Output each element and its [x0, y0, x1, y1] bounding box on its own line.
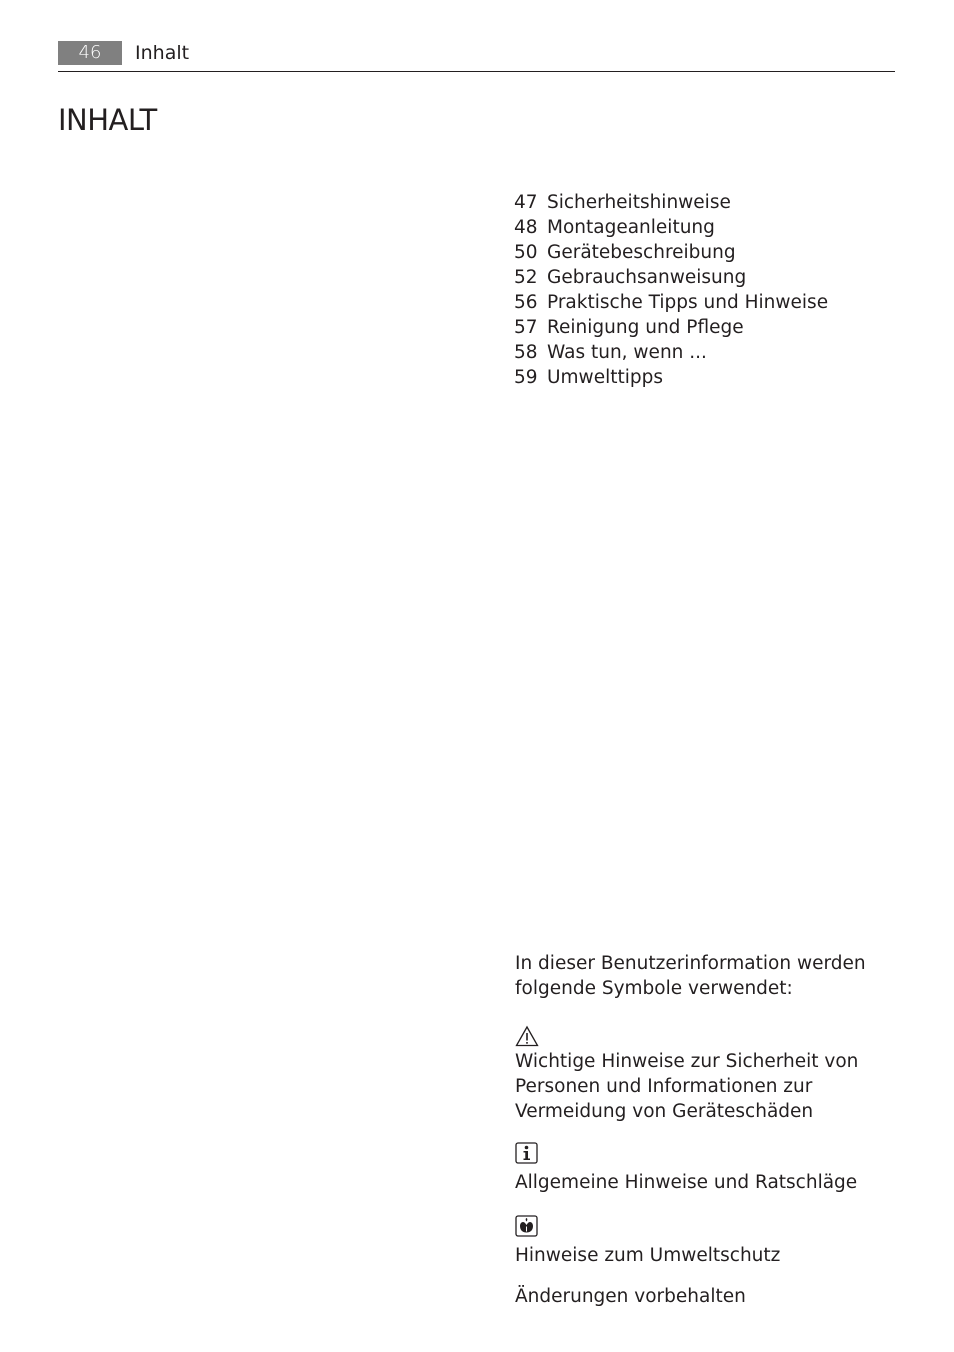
toc-page-number: 56 — [514, 292, 538, 313]
table-of-contents — [514, 190, 828, 390]
symbol-warning — [515, 1025, 875, 1047]
info-icon — [515, 1142, 539, 1164]
page-title: INHALT — [58, 103, 157, 137]
toc-page-number: 48 — [514, 217, 538, 238]
toc-page-number: 47 — [514, 192, 538, 213]
toc-label: Gerätebeschreibung — [547, 242, 736, 263]
legend-intro: In dieser Benutzerinformation werden folgende Symbole verwendet: — [515, 953, 866, 999]
symbol-info — [515, 1142, 875, 1164]
toc-page-number: 57 — [514, 317, 538, 338]
toc-item[interactable] — [514, 215, 828, 240]
toc-item[interactable] — [514, 240, 828, 265]
toc-page-number: 59 — [514, 367, 538, 388]
toc-label: Umwelttipps — [547, 367, 663, 388]
toc-item[interactable] — [514, 290, 828, 315]
toc-label: Praktische Tipps und Hinweise — [547, 292, 829, 313]
header-section-title: Inhalt — [135, 42, 190, 64]
toc-item[interactable] — [514, 340, 828, 365]
info-symbol-description: Allgemeine Hinweise und Ratschläge — [515, 1172, 858, 1193]
page-number: 46 — [58, 41, 122, 65]
toc-item[interactable] — [514, 365, 828, 390]
environment-icon — [515, 1215, 539, 1237]
toc-page-number: 52 — [514, 267, 538, 288]
toc-label: Gebrauchsanweisung — [547, 267, 747, 288]
environment-symbol-description: Hinweise zum Umweltschutz — [515, 1245, 781, 1266]
toc-item[interactable] — [514, 315, 828, 340]
toc-item[interactable] — [514, 190, 828, 215]
toc-item[interactable] — [514, 265, 828, 290]
warning-triangle-icon — [515, 1025, 539, 1047]
toc-label: Was tun, wenn ... — [547, 342, 707, 363]
symbol-environment — [515, 1215, 875, 1237]
toc-label: Sicherheitshinweise — [547, 192, 731, 213]
changes-reserved-note: Änderungen vorbehalten — [515, 1286, 746, 1307]
warning-symbol-description: Wichtige Hinweise zur Sicherheit von Personen und Informationen zur Vermeidung von Geräteschäden — [515, 1051, 859, 1122]
toc-label: Reinigung und Pflege — [547, 317, 744, 338]
toc-label: Montageanleitung — [547, 217, 715, 238]
toc-page-number: 50 — [514, 242, 538, 263]
page-header — [58, 40, 895, 72]
toc-page-number: 58 — [514, 342, 538, 363]
symbol-legend — [515, 951, 875, 1309]
